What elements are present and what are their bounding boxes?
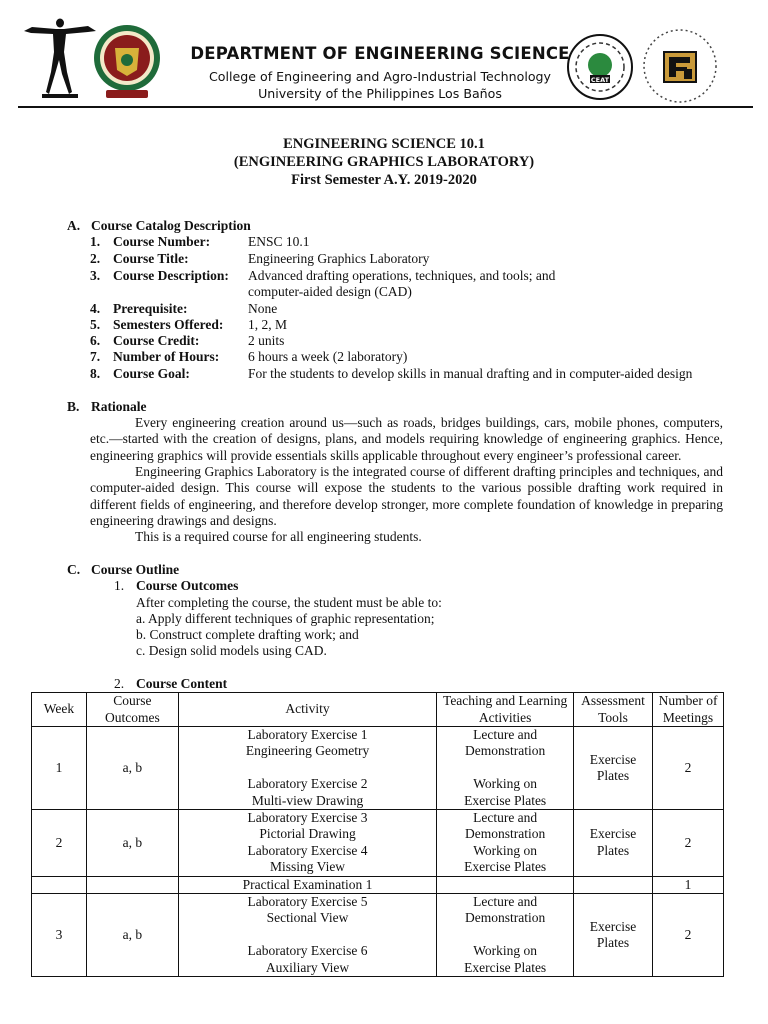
up-seal-logo xyxy=(92,18,162,102)
catalog-label: Course Goal: xyxy=(113,366,190,381)
catalog-value: For the students to develop skills in manual drafting and in computer-aided design xyxy=(248,366,693,381)
des-logo xyxy=(640,26,720,106)
catalog-num: 6. xyxy=(90,333,101,348)
content-title: Course Content xyxy=(136,676,228,691)
university-name: University of the Philippines Los Baños xyxy=(258,86,502,101)
catalog-value: 6 hours a week (2 laboratory) xyxy=(248,349,408,364)
catalog-value: None xyxy=(248,301,278,316)
outcome-item: c. Design solid models using CAD. xyxy=(136,643,327,658)
cell-assessment: Exercise Plates xyxy=(574,894,653,977)
table-row xyxy=(32,876,724,893)
content-heading xyxy=(114,676,227,692)
cell-outcomes: a, b xyxy=(86,810,178,877)
cell-outcomes: a, b xyxy=(86,894,178,977)
catalog-label: Course Number: xyxy=(113,234,211,249)
catalog-value: 2 units xyxy=(248,333,285,348)
cell-outcomes: a, b xyxy=(86,727,178,810)
cell-meetings: 2 xyxy=(653,727,724,810)
cell-tla xyxy=(437,876,574,893)
cell-outcomes xyxy=(86,876,178,893)
section-b-title: Rationale xyxy=(91,399,147,414)
cell-tla: Lecture and Demonstration Working on Exercise Plates xyxy=(437,894,574,977)
table-header-row xyxy=(32,693,724,727)
outcomes-num: 1. xyxy=(114,578,125,593)
cell-tla: Lecture and Demonstration Working on Exercise Plates xyxy=(437,727,574,810)
outcome-item: a. Apply different techniques of graphic representation; xyxy=(136,611,435,626)
catalog-row xyxy=(90,333,718,349)
section-a-heading xyxy=(67,218,251,234)
outcomes-title: Course Outcomes xyxy=(136,578,239,593)
section-a-letter: A. xyxy=(67,218,81,233)
catalog-row xyxy=(90,251,718,267)
cell-week: 3 xyxy=(32,894,87,977)
header-divider xyxy=(18,106,753,108)
catalog-value: Engineering Graphics Laboratory xyxy=(248,251,430,266)
college-name: College of Engineering and Agro-Industrial Technology xyxy=(209,69,551,84)
cell-activity: Laboratory Exercise 5 Sectional View Laboratory Exercise 6 Auxiliary View xyxy=(178,894,436,977)
table-row xyxy=(32,727,724,810)
cell-assessment: Exercise Plates xyxy=(574,727,653,810)
section-c-title: Course Outline xyxy=(91,562,180,577)
catalog-row xyxy=(90,366,718,382)
catalog-row xyxy=(90,349,718,365)
oblation-logo xyxy=(22,10,97,102)
catalog-value: Advanced drafting operations, techniques, and tools; and computer-aided design (CAD) xyxy=(248,268,556,299)
catalog-row xyxy=(90,301,718,317)
rationale-paragraph: This is a required course for all engineering students. xyxy=(135,529,422,544)
header-text xyxy=(170,44,590,102)
outcome-item: b. Construct complete drafting work; and xyxy=(136,627,359,642)
catalog-num: 3. xyxy=(90,268,101,283)
header-tla: Teaching and Learning Activities xyxy=(437,693,574,727)
table-row xyxy=(32,810,724,877)
cell-activity: Laboratory Exercise 3 Pictorial Drawing Laboratory Exercise 4 Missing View xyxy=(178,810,436,877)
catalog-label: Course Description: xyxy=(113,268,229,283)
cell-activity: Practical Examination 1 xyxy=(178,876,436,893)
content-num: 2. xyxy=(114,676,125,691)
course-title-block xyxy=(0,135,768,189)
course-code-title: ENGINEERING SCIENCE 10.1 xyxy=(283,136,485,152)
header-assessment: Assessment Tools xyxy=(574,693,653,727)
cell-meetings: 2 xyxy=(653,810,724,877)
catalog-num: 1. xyxy=(90,234,101,249)
cell-meetings: 1 xyxy=(653,876,724,893)
catalog-value: ENSC 10.1 xyxy=(248,234,310,249)
catalog-label: Prerequisite: xyxy=(113,301,188,316)
catalog-num: 2. xyxy=(90,251,101,266)
header-week: Week xyxy=(32,693,87,727)
catalog-row xyxy=(90,317,718,333)
header-outcomes: Course Outcomes xyxy=(86,693,178,727)
cell-assessment xyxy=(574,876,653,893)
header-meetings: Number of Meetings xyxy=(653,693,724,727)
catalog-value: 1, 2, M xyxy=(248,317,288,332)
semester-title: First Semester A.Y. 2019-2020 xyxy=(291,172,477,188)
cell-week: 2 xyxy=(32,810,87,877)
catalog-label: Course Credit: xyxy=(113,333,200,348)
header-activity: Activity xyxy=(178,693,436,727)
section-c-heading xyxy=(67,562,179,578)
catalog-label: Course Title: xyxy=(113,251,189,266)
outcomes-intro: After completing the course, the student must be able to: xyxy=(136,595,442,610)
catalog-num: 4. xyxy=(90,301,101,316)
section-b-heading xyxy=(67,399,147,415)
catalog-num: 5. xyxy=(90,317,101,332)
cell-week xyxy=(32,876,87,893)
cell-activity: Laboratory Exercise 1 Engineering Geometry Laboratory Exercise 2 Multi-view Drawing xyxy=(178,727,436,810)
catalog-num: 8. xyxy=(90,366,101,381)
section-a-title: Course Catalog Description xyxy=(91,218,251,233)
department-title: DEPARTMENT OF ENGINEERING SCIENCE xyxy=(190,44,570,63)
catalog-num: 7. xyxy=(90,349,101,364)
cell-week: 1 xyxy=(32,727,87,810)
cell-tla: Lecture and Demonstration Working on Exercise Plates xyxy=(437,810,574,877)
section-c-letter: C. xyxy=(67,562,81,577)
rationale-paragraph: Engineering Graphics Laboratory is the integrated course of different drafting principles and techniques, and computer-aided design. This course will expose the students to the various possible drafting work required in different fields of engineering, and therefore develop stronger, more complete foundation of knowledge in preparing engineering drawings and designs. xyxy=(90,464,723,528)
cell-meetings: 2 xyxy=(653,894,724,977)
catalog-label: Number of Hours: xyxy=(113,349,220,364)
table-row xyxy=(32,894,724,977)
catalog-row xyxy=(90,234,718,250)
catalog-row xyxy=(90,268,578,300)
ceat-logo-text: CEAT xyxy=(590,76,610,84)
section-b-letter: B. xyxy=(67,399,80,414)
course-content-table xyxy=(31,692,724,977)
outcomes-heading xyxy=(114,578,238,594)
rationale-paragraph: Every engineering creation around us—such as roads, bridges buildings, cars, mobile phones, computers, etc.—started with the creation of designs, plans, and models requiring knowledge of engineering graphics. Hence, engineering graphics will provide essentials skills applicable throughout every engineer’s professional career. xyxy=(90,415,723,463)
cell-assessment: Exercise Plates xyxy=(574,810,653,877)
course-name-title: (ENGINEERING GRAPHICS LABORATORY) xyxy=(233,154,535,170)
ceat-logo xyxy=(566,33,634,101)
catalog-label: Semesters Offered: xyxy=(113,317,224,332)
